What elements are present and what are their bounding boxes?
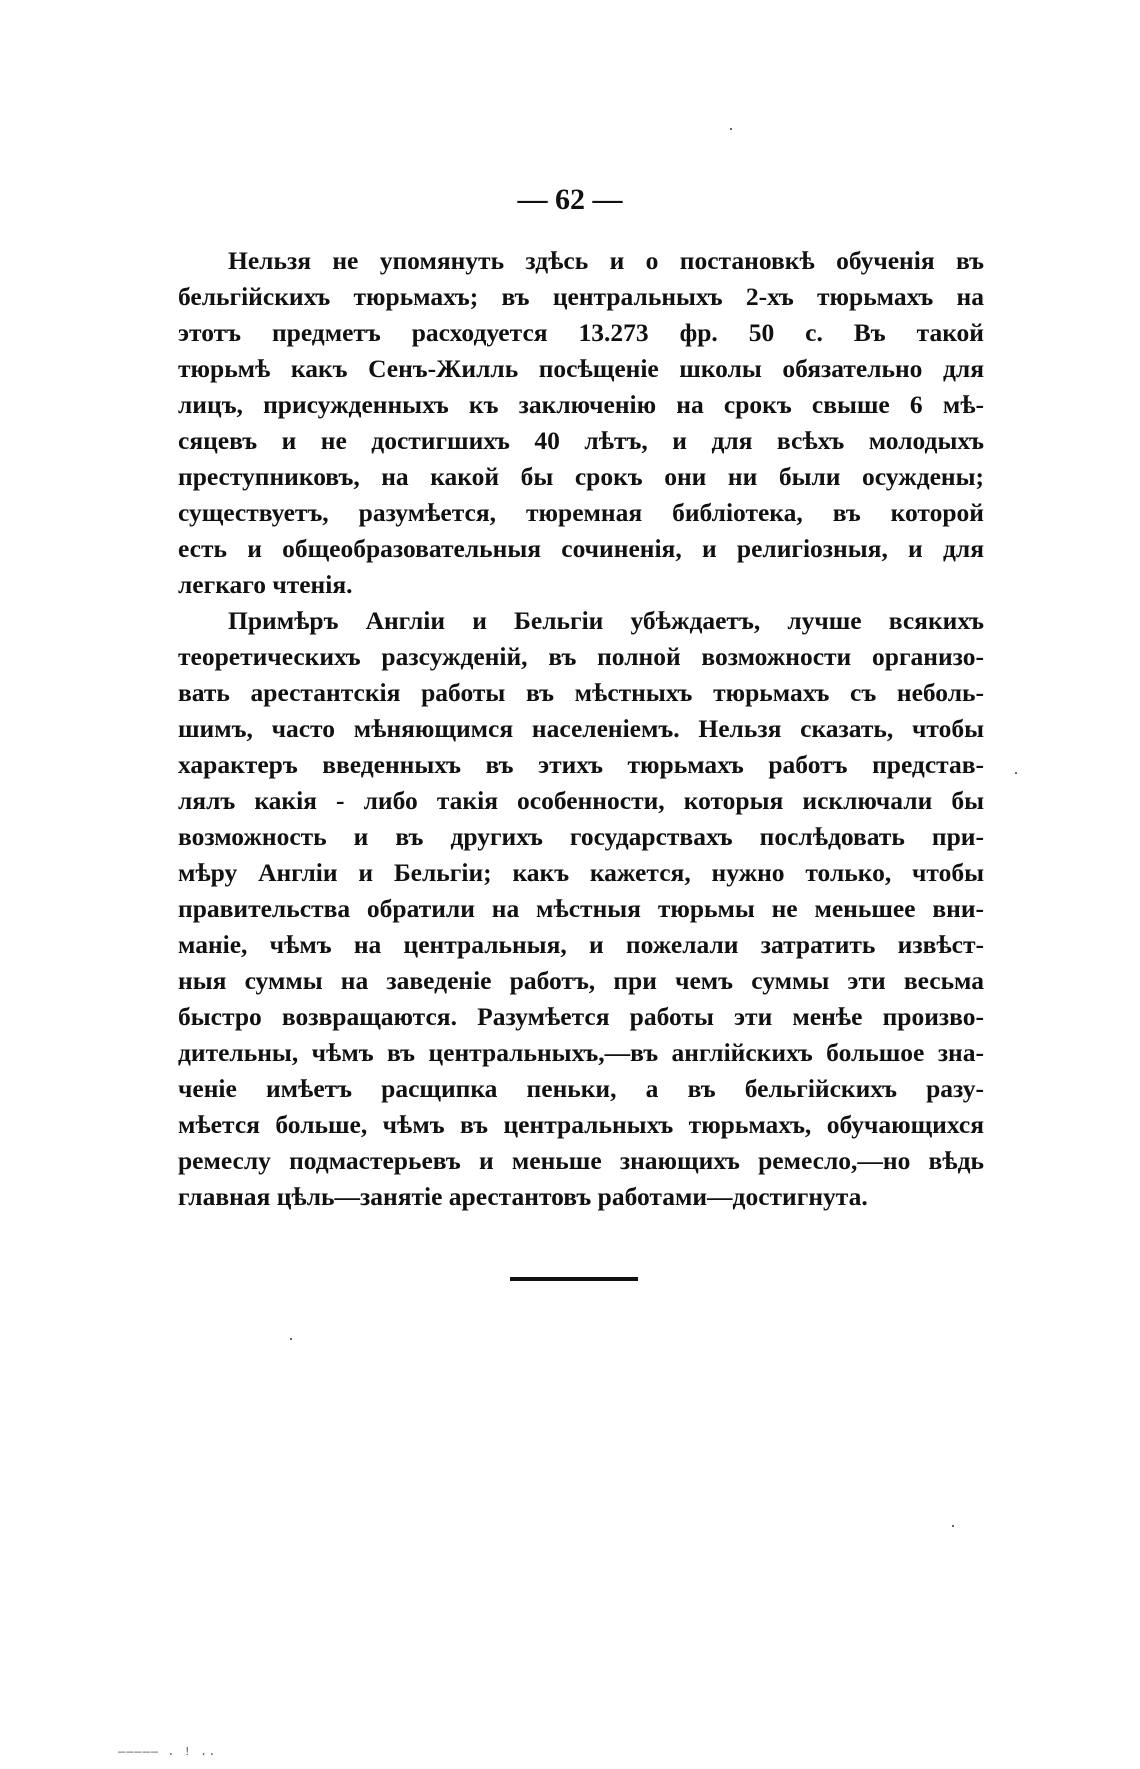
text-line: правительства обратили на мѣстныя тюрьмы не меньшее вни- bbox=[178, 894, 984, 923]
text-line: главная цѣль—занятіе арестантовъ работами—достигнута. bbox=[178, 1182, 868, 1211]
text-line: быстро возвращаются. Разумѣется работы эти менѣе произво- bbox=[178, 1002, 984, 1031]
text-line: лялъ какія - либо такія особенности, которыя исключали бы bbox=[178, 786, 984, 815]
paper-speck bbox=[952, 1525, 954, 1527]
text-line: существуетъ, разумѣется, тюремная библіотека, въ которой bbox=[178, 498, 984, 527]
text-line: бельгійскихъ тюрьмахъ; въ центральныхъ 2-хъ тюрьмахъ на bbox=[178, 282, 984, 311]
paper-speck bbox=[290, 1338, 292, 1340]
paragraph-2 bbox=[178, 603, 984, 1215]
text-line: сяцевъ и не достигшихъ 40 лѣтъ, и для всѣхъ молодыхъ bbox=[178, 426, 984, 455]
text-line: характеръ введенныхъ въ этихъ тюрьмахъ работъ представ- bbox=[178, 750, 984, 779]
text-line: мѣется больше, чѣмъ въ центральныхъ тюрьмахъ, обучающихся bbox=[178, 1110, 984, 1139]
text-line: Нельзя не упомянуть здѣсь и о постановкѣ обученія въ bbox=[228, 246, 984, 275]
text-line: тюрьмѣ какъ Сенъ-Жилль посѣщеніе школы обязательно для bbox=[178, 354, 984, 383]
text-line: Примѣръ Англіи и Бельгіи убѣждаетъ, лучше всякихъ bbox=[228, 606, 984, 635]
text-line: ченіе имѣетъ расщипка пеньки, а въ бельгійскихъ разу- bbox=[178, 1074, 984, 1103]
text-line: вать арестантскія работы въ мѣстныхъ тюрьмахъ съ неболь- bbox=[178, 678, 984, 707]
text-line: теоретическихъ разсужденій, въ полной возможности организо- bbox=[178, 642, 984, 671]
text-line: возможность и въ другихъ государствахъ послѣдовать при- bbox=[178, 822, 984, 851]
footer-marks: ————— . ! .. bbox=[118, 1745, 217, 1759]
text-line: шимъ, часто мѣняющимся населеніемъ. Нельзя сказать, чтобы bbox=[178, 714, 984, 743]
text-line: маніе, чѣмъ на центральныя, и пожелали затратить извѣст- bbox=[178, 930, 984, 959]
text-line: дительны, чѣмъ въ центральныхъ,—въ англійскихъ большое зна- bbox=[178, 1038, 984, 1067]
text-line: лицъ, присужденныхъ къ заключенію на срокъ свыше 6 мѣ- bbox=[178, 390, 984, 419]
text-line: легкаго чтенія. bbox=[178, 570, 353, 599]
paper-speck bbox=[730, 128, 732, 130]
end-rule-divider bbox=[510, 1277, 638, 1281]
page-number: — 62 — bbox=[517, 183, 623, 216]
text-line: есть и общеобразовательныя сочиненія, и религіозныя, и для bbox=[178, 534, 984, 563]
paper-speck bbox=[1015, 772, 1017, 774]
body-text bbox=[178, 243, 984, 1215]
paragraph-1 bbox=[178, 243, 984, 603]
text-line: преступниковъ, на какой бы срокъ они ни были осуждены; bbox=[178, 462, 984, 491]
text-line: этотъ предметъ расходуется 13.273 фр. 50 с. Въ такой bbox=[178, 318, 984, 347]
text-line: мѣру Англіи и Бельгіи; какъ кажется, нужно только, чтобы bbox=[178, 858, 984, 887]
text-line: ремеслу подмастерьевъ и меньше знающихъ ремесло,—но вѣдь bbox=[178, 1146, 984, 1175]
text-line: ныя суммы на заведеніе работъ, при чемъ суммы эти весьма bbox=[178, 966, 984, 995]
